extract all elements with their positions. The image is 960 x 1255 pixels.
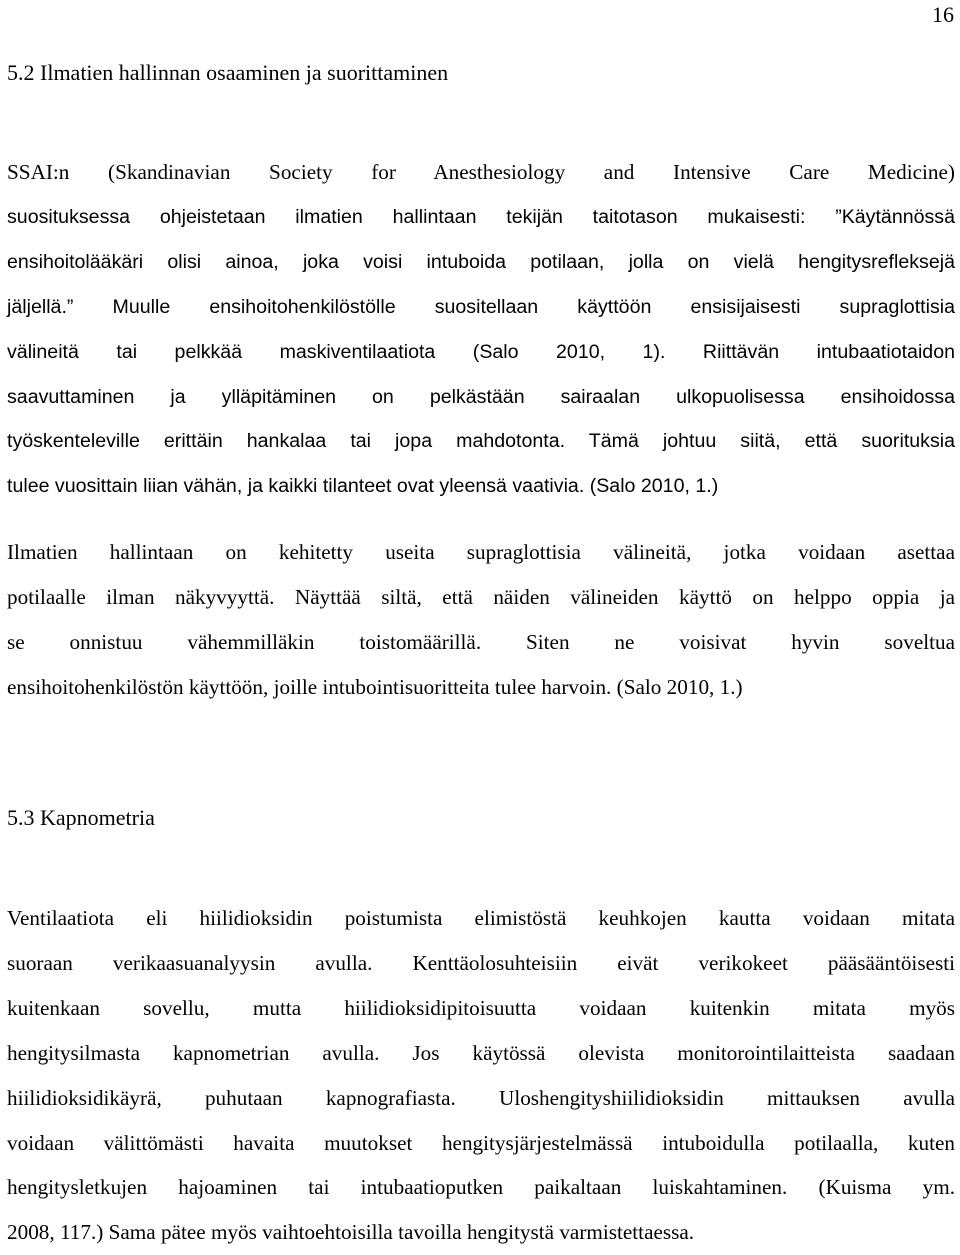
text-line: ensihoitohenkilöstön käyttöön, joille intubointisuoritteita tulee harvoin. (Salo 2010, 1.) xyxy=(7,674,743,699)
section-heading-5-3: 5.3 Kapnometria xyxy=(7,805,155,830)
text-line: hengitysletkujen hajoaminen tai intubaatioputken paikaltaan luiskahtaminen. (Kuisma ym. xyxy=(7,1175,955,1200)
text-line: jäljellä.” Muulle ensihoitohenkilöstölle suositellaan käyttöön ensisijaisesti supraglottisia xyxy=(7,295,955,318)
text-line: potilaalle ilman näkyvyyttä. Näyttää siltä, että näiden välineiden käyttö on helppo oppia ja xyxy=(7,584,955,609)
text-line: kuitenkaan sovellu, mutta hiilidioksidipitoisuutta voidaan kuitenkin mitata myös xyxy=(7,995,955,1020)
text-line: voidaan välittömästi havaita muutokset hengitysjärjestelmässä intuboidulla potilaalla, kuten xyxy=(7,1130,955,1155)
paragraph-ssai-recommendation xyxy=(7,150,955,509)
text-line: suosituksessa ohjeistetaan ilmatien hallintaan tekijän taitotason mukaisesti: ”Käytännössä xyxy=(7,205,955,228)
text-line: Ilmatien hallintaan on kehitetty useita supraglottisia välineitä, jotka voidaan asettaa xyxy=(7,540,955,564)
text-line: suoraan verikaasuanalyysin avulla. Kenttäolosuhteisiin eivät verikokeet pääsääntöisesti xyxy=(7,950,955,975)
text-line: saavuttaminen ja ylläpitäminen on pelkästään sairaalan ulkopuolisessa ensihoidossa xyxy=(7,385,955,408)
text-line: se onnistuu vähemmilläkin toistomäärillä. Siten ne voisivat hyvin soveltua xyxy=(7,629,955,654)
text-line: ensihoitolääkäri olisi ainoa, joka voisi intuboida potilaan, jolla on vielä hengitysrefleksejä xyxy=(7,250,955,273)
text-line: 2008, 117.) Sama pätee myös vaihtoehtoisilla tavoilla hengitystä varmistettaessa. xyxy=(7,1220,695,1245)
text-line: Ventilaatiota eli hiilidioksidin poistumista elimistöstä keuhkojen kautta voidaan mitata xyxy=(7,906,955,930)
text-line: välineitä tai pelkkää maskiventilaatiota (Salo 2010, 1). Riittävän intubaatiotaidon xyxy=(7,340,955,363)
page-number: 16 xyxy=(932,2,954,27)
section-heading-5-2: 5.2 Ilmatien hallinnan osaaminen ja suorittaminen xyxy=(7,60,449,85)
text-line: hiilidioksidikäyrä, puhutaan kapnografiasta. Uloshengityshiilidioksidin mittauksen avulla xyxy=(7,1085,955,1110)
paragraph-supraglottic-devices xyxy=(7,530,955,710)
text-line: SSAI:n (Skandinavian Society for Anesthesiology and Intensive Care Medicine) xyxy=(7,160,955,184)
paragraph-capnometry xyxy=(7,896,955,1255)
text-line: tulee vuosittain liian vähän, ja kaikki tilanteet ovat yleensä vaativia. (Salo 2010, 1.) xyxy=(7,475,719,498)
text-line: hengitysilmasta kapnometrian avulla. Jos käytössä olevista monitorointilaitteista saadaan xyxy=(7,1040,955,1065)
text-line: työskenteleville erittäin hankalaa tai jopa mahdotonta. Tämä johtuu siitä, että suorituksia xyxy=(7,430,955,453)
